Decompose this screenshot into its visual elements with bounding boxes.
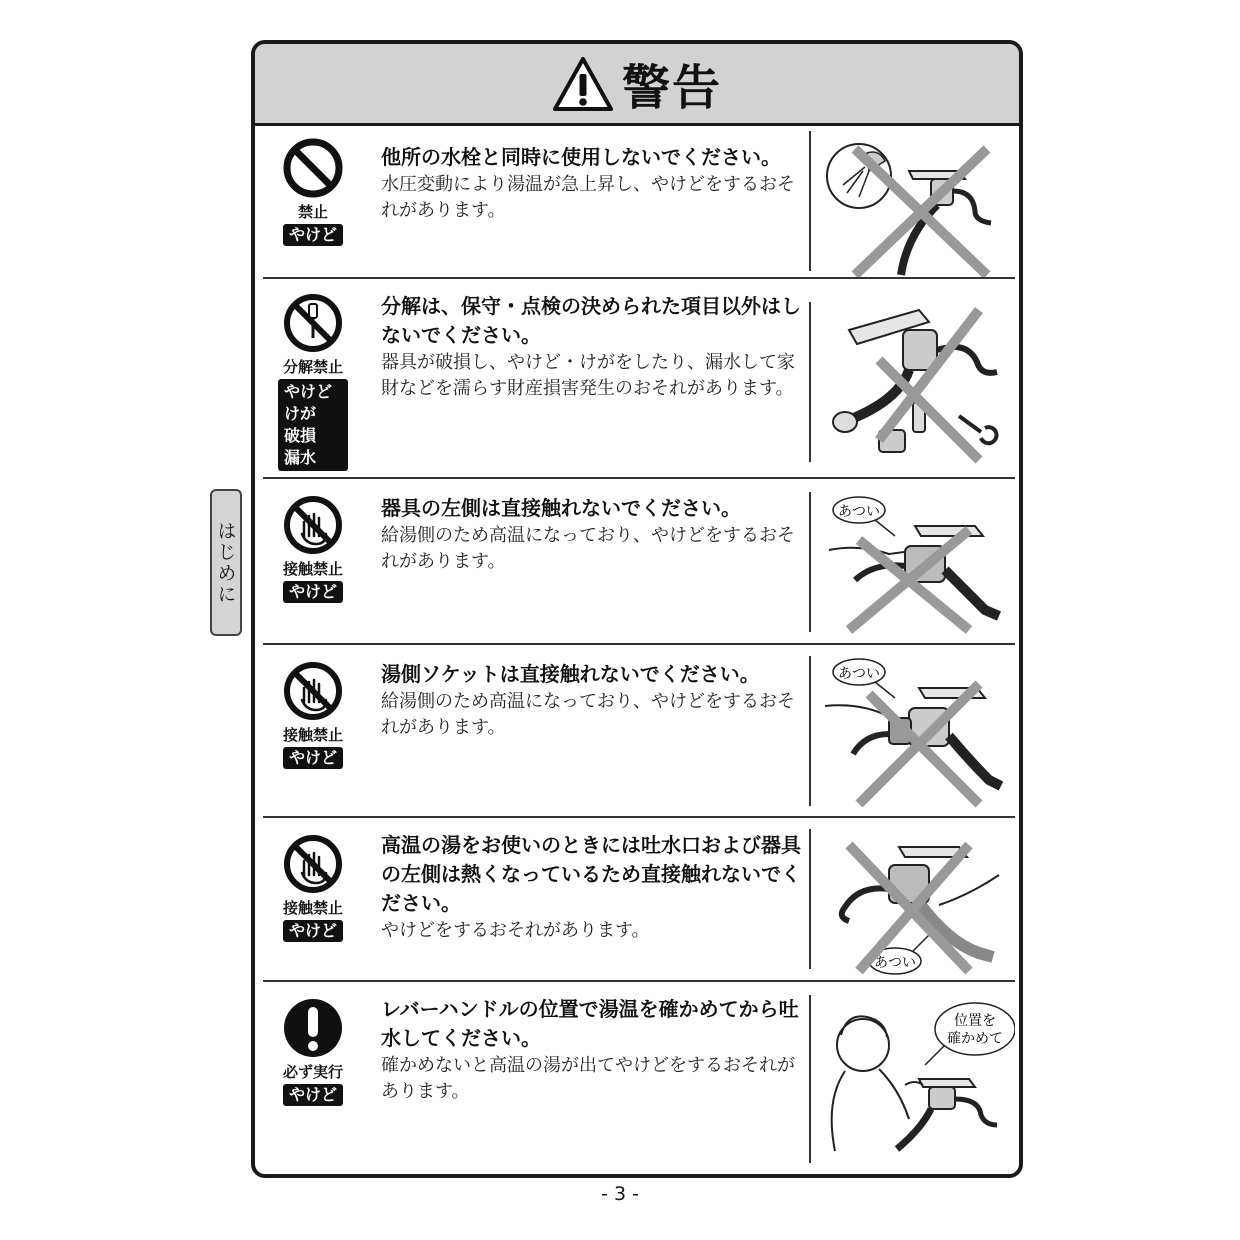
row-separator — [263, 980, 1015, 982]
divider — [809, 656, 811, 806]
mandatory-action-icon — [282, 997, 344, 1059]
warning-text — [381, 995, 801, 1105]
warning-item-2 — [255, 280, 1019, 480]
hot-bubble: あつい — [874, 955, 916, 971]
warning-heading: 高温の湯をお使いのときには吐水口および器具の左側は熱くなっているため直接触れないでください。 — [381, 833, 801, 915]
warning-icon-group — [277, 997, 349, 1106]
warning-item-6 — [255, 983, 1019, 1178]
divider — [809, 829, 811, 969]
row-separator — [263, 477, 1015, 479]
warning-body: やけどをするおそれがあります。 — [381, 920, 650, 941]
hazard-badge: やけど — [284, 382, 333, 401]
prohibited-icon — [282, 137, 344, 199]
divider — [809, 302, 811, 462]
divider — [809, 131, 811, 271]
section-tab-label: はじめに — [214, 520, 237, 605]
warning-heading: 湯側ソケットは直接触れないでください。 — [381, 662, 760, 686]
check-bubble-line2: 確かめて — [947, 1031, 1003, 1047]
hazard-badge: やけど — [283, 920, 343, 942]
divider — [809, 492, 811, 632]
warning-item-1 — [255, 123, 1019, 280]
warning-body: 器具が破損し、やけど・けがをしたり、漏水して家財などを濡らす財産損害発生のおそれがあります。 — [381, 352, 795, 399]
warning-icon-group — [277, 137, 349, 246]
warning-item-5 — [255, 819, 1019, 983]
hot-socket-illustration — [819, 654, 1015, 814]
divider — [809, 995, 811, 1163]
hazard-badge: やけど — [283, 581, 343, 603]
hot-bubble: あつい — [838, 666, 880, 682]
warning-heading: 分解は、保守・点検の決められた項目以外はしないでください。 — [381, 294, 801, 347]
no-disassembly-icon — [282, 292, 344, 354]
warning-panel — [251, 40, 1023, 1178]
disassembly-illustration — [819, 290, 1015, 470]
warning-text — [381, 494, 801, 575]
icon-label: 必ず実行 — [282, 1063, 343, 1081]
warning-icon-group — [277, 494, 349, 603]
warning-body: 水圧変動により湯温が急上昇し、やけどをするおそれがあります。 — [381, 174, 795, 221]
warning-item-4 — [255, 646, 1019, 819]
hazard-badge: やけど — [283, 1084, 343, 1106]
row-separator — [263, 277, 1015, 279]
hazard-badge: けが — [284, 404, 317, 423]
hazard-badge: 破損 — [284, 426, 317, 445]
warning-heading: 器具の左側は直接触れないでください。 — [381, 496, 741, 520]
check-lever-illustration — [819, 995, 1015, 1165]
warning-text — [381, 660, 811, 741]
hazard-badge: やけど — [283, 747, 343, 769]
warning-text — [381, 292, 801, 402]
warning-heading: 他所の水栓と同時に使用しないでください。 — [381, 145, 781, 169]
section-tab[interactable] — [210, 489, 242, 636]
warning-title: 警告 — [621, 60, 722, 116]
warning-body: 給湯側のため高温になっており、やけどをするおそれがあります。 — [381, 525, 795, 572]
hot-spout-illustration — [819, 825, 1015, 979]
icon-label: 接触禁止 — [282, 726, 343, 744]
no-touch-icon — [282, 833, 344, 895]
icon-label: 接触禁止 — [282, 899, 343, 917]
warning-text — [381, 831, 801, 944]
warning-item-3 — [255, 480, 1019, 646]
warning-heading: レバーハンドルの位置で湯温を確かめてから吐水してください。 — [381, 997, 799, 1050]
icon-label: 接触禁止 — [282, 560, 343, 578]
row-separator — [263, 643, 1015, 645]
warning-icon-group — [277, 660, 349, 769]
warning-triangle-icon — [552, 56, 614, 112]
check-bubble-line1: 位置を — [954, 1013, 996, 1029]
warning-header — [255, 44, 1019, 126]
warning-icon-group — [277, 833, 349, 942]
warning-text — [381, 143, 801, 224]
hot-left-side-illustration — [819, 490, 1015, 640]
warning-body: 確かめないと高温の湯が出てやけどをするおそれがあります。 — [381, 1055, 795, 1102]
hazard-badge: やけど — [283, 224, 343, 246]
hot-bubble: あつい — [838, 504, 880, 520]
row-separator — [263, 816, 1015, 818]
page-number: - 3 - — [601, 1183, 639, 1205]
hazard-badges — [278, 379, 348, 471]
warning-body: 給湯側のため高温になっており、やけどをするおそれがあります。 — [381, 691, 795, 738]
warning-icon-group — [277, 292, 349, 471]
icon-label: 禁止 — [297, 203, 328, 221]
no-touch-icon — [282, 660, 344, 722]
icon-label: 分解禁止 — [282, 358, 343, 376]
simultaneous-use-illustration — [819, 131, 1015, 279]
hazard-badge: 漏水 — [284, 448, 317, 467]
no-touch-icon — [282, 494, 344, 556]
